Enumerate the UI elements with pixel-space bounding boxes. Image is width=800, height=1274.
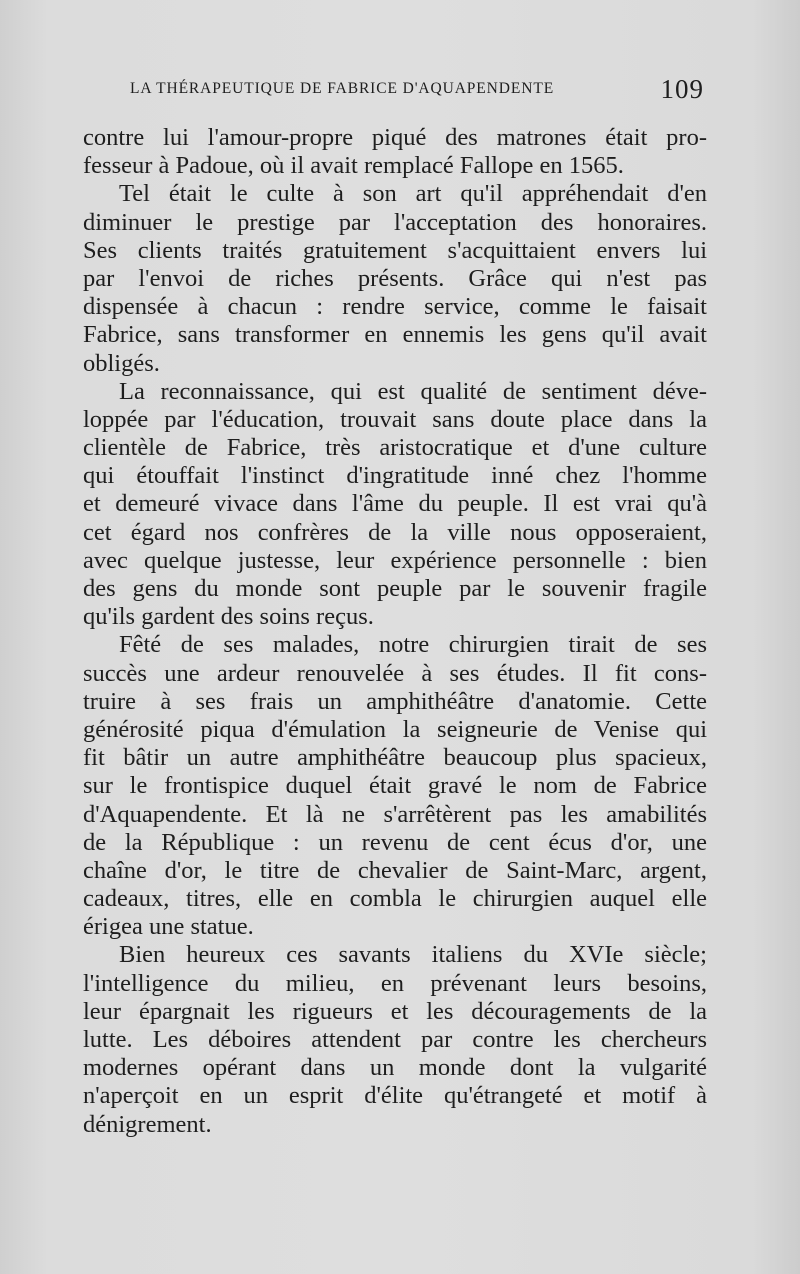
text-line: loppée par l'éducation, trouvait sans doute place dans la — [83, 405, 707, 433]
paragraph — [83, 378, 707, 632]
text-line: obligés. — [83, 349, 160, 377]
text-line: fesseur à Padoue, où il avait remplacé Fallope en 1565. — [83, 152, 624, 180]
text-line: des gens du monde sont peuple par le souvenir fragile — [83, 575, 707, 602]
text-line: Fabrice, sans transformer en ennemis les gens qu'il avait — [83, 321, 707, 349]
text-line: et demeuré vivace dans l'âme du peuple. Il est vrai qu'à — [83, 490, 707, 518]
text-line: lutte. Les déboires attendent par contre les chercheurs — [83, 1026, 707, 1053]
text-line: qu'ils gardent des soins reçus. — [83, 603, 374, 631]
text-line: d'Aquapendente. Et là ne s'arrêtèrent pas les amabilités — [83, 800, 707, 828]
running-title: LA THÉRAPEUTIQUE DE FABRICE D'AQUAPENDENTE — [130, 80, 555, 97]
text-line: succès une ardeur renouvelée à ses études. Il fit cons- — [83, 659, 707, 687]
text-line: qui étouffait l'instinct d'ingratitude inné chez l'homme — [83, 462, 707, 490]
text-line: leur épargnait les rigueurs et les découragements de la — [83, 997, 707, 1025]
text-line: l'intelligence du milieu, en prévenant leurs besoins, — [83, 969, 707, 997]
page-number: 109 — [660, 74, 704, 104]
text-line: modernes opérant dans un monde dont la vulgarité — [83, 1054, 707, 1082]
text-line: truire à ses frais un amphithéâtre d'anatomie. Cette — [83, 687, 707, 715]
text-line: Tel était le culte à son art qu'il appréhendait d'en — [119, 180, 707, 208]
text-line: contre lui l'amour-propre piqué des matrones était pro- — [83, 124, 707, 151]
text-line: dénigrement. — [83, 1110, 212, 1138]
text-line: Fêté de ses malades, notre chirurgien tirait de ses — [119, 631, 707, 659]
text-line: dispensée à chacun : rendre service, comme le faisait — [83, 293, 707, 321]
text-line: érigea une statue. — [83, 913, 254, 941]
text-line: générosité piqua d'émulation la seigneurie de Venise qui — [83, 715, 707, 743]
paragraph — [83, 941, 707, 1138]
text-line: Bien heureux ces savants italiens du XVIe siècle; — [119, 941, 707, 969]
text-line: chaîne d'or, le titre de chevalier de Saint-Marc, argent, — [83, 856, 707, 884]
text-line: diminuer le prestige par l'acceptation des honoraires. — [83, 208, 707, 236]
text-line: avec quelque justesse, leur expérience personnelle : bien — [83, 546, 707, 574]
text-line: par l'envoi de riches présents. Grâce qui n'est pas — [83, 264, 707, 292]
text-line: cadeaux, titres, elle en combla le chirurgien auquel elle — [83, 885, 707, 913]
paragraph — [83, 124, 707, 180]
body-text — [83, 124, 707, 1139]
text-line: n'aperçoit en un esprit d'élite qu'étrangeté et motif à — [83, 1082, 707, 1110]
paragraph — [83, 180, 707, 377]
text-line: clientèle de Fabrice, très aristocratique et d'une culture — [83, 434, 707, 462]
text-line: La reconnaissance, qui est qualité de sentiment déve- — [119, 377, 707, 405]
text-line: sur le frontispice duquel était gravé le nom de Fabrice — [83, 772, 707, 800]
running-head — [130, 74, 704, 104]
text-line: cet égard nos confrères de la ville nous opposeraient, — [83, 518, 707, 546]
text-line: fit bâtir un autre amphithéâtre beaucoup plus spacieux, — [83, 744, 707, 772]
paragraph — [83, 631, 707, 941]
text-line: Ses clients traités gratuitement s'acquittaient envers lui — [83, 236, 707, 264]
text-line: de la République : un revenu de cent écus d'or, une — [83, 828, 707, 856]
